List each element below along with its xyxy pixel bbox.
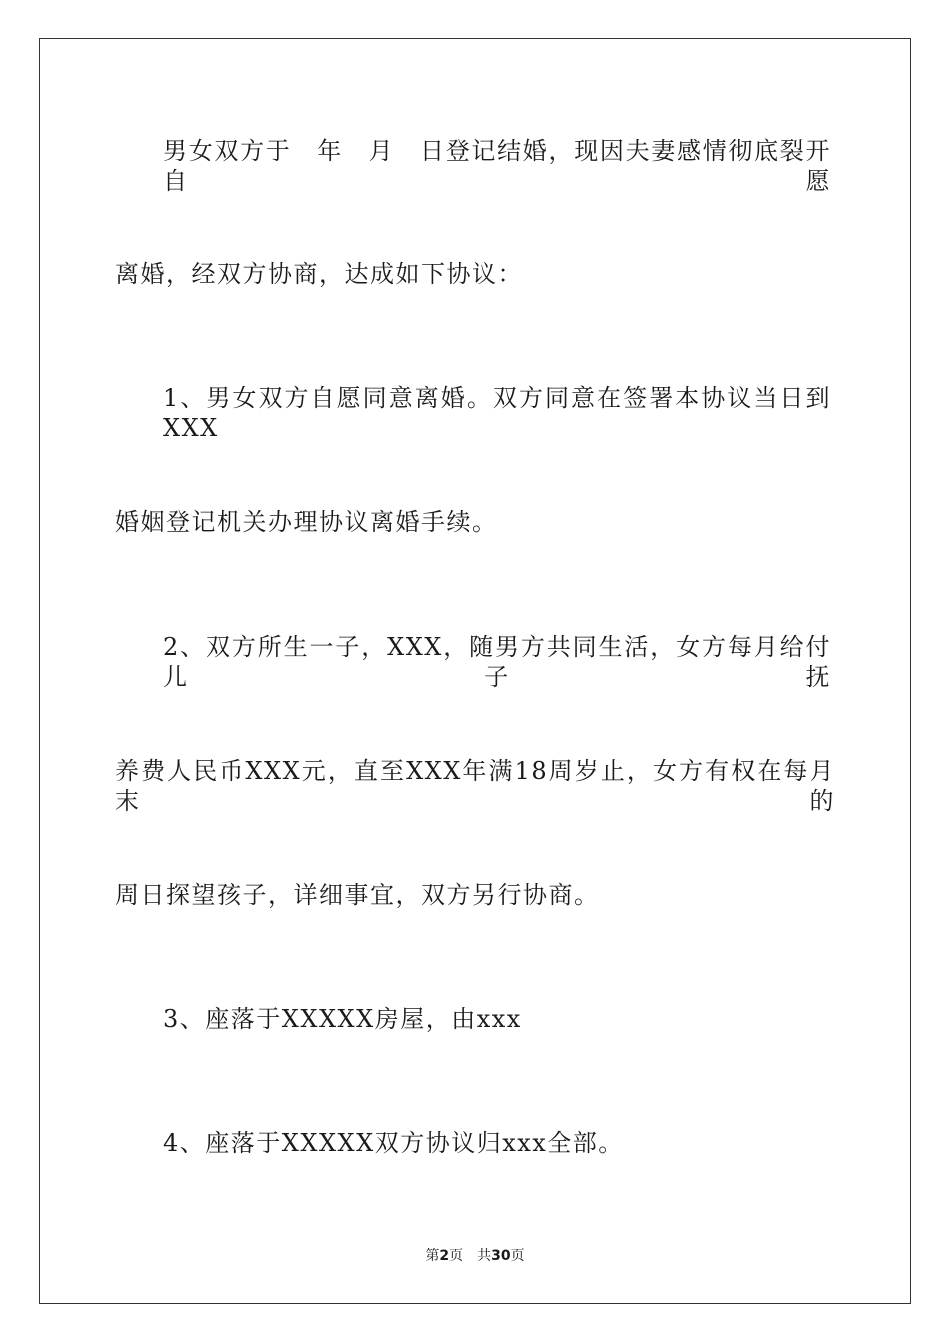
paragraph-intro-line-2: 离婚，经双方协商，达成如下协议： [115,260,523,288]
footer-page-prefix: 第 [425,1248,440,1264]
clause-2-line-1: 2、双方所生一子，XXX，随男方共同生活，女方每月给付儿子抚 [163,633,831,691]
clause-2-line-2: 养费人民币XXX元，直至XXX年满18周岁止，女方有权在每月末的 [115,757,835,815]
clause-4-line-1: 4、座落于XXXXX双方协议归xxx全部。 [163,1129,624,1157]
footer-total-prefix: 共 [477,1248,492,1264]
footer-page-current: 2 [439,1248,450,1264]
page-footer [0,1247,950,1265]
clause-1-line-2: 婚姻登记机关办理协议离婚手续。 [115,508,498,536]
clause-1-line-1: 1、男女双方自愿同意离婚。双方同意在签署本协议当日到XXX [163,384,831,442]
footer-page-total: 30 [491,1248,511,1264]
clause-2-line-3: 周日探望孩子，详细事宜，双方另行协商。 [115,881,600,909]
footer-page-suffix: 页 [449,1248,464,1264]
clause-3-line-1: 3、座落于XXXXX房屋，由xxx [163,1005,522,1033]
footer-total-suffix: 页 [510,1248,525,1264]
paragraph-intro-line-1: 男女双方于 年 月 日登记结婚，现因夫妻感情彻底裂开自愿 [163,137,831,195]
